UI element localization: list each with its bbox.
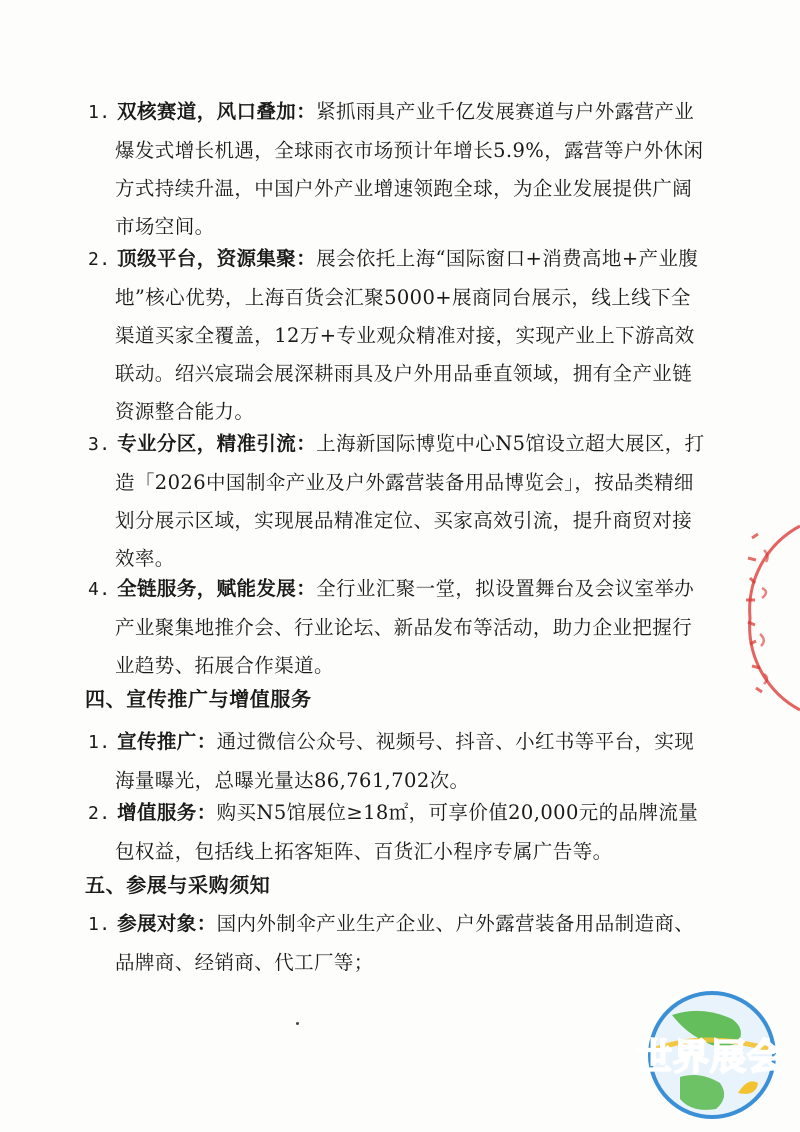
item-number: 3. [88, 434, 111, 455]
seal-stamp-icon [730, 518, 800, 718]
item-text: 上海新国际博览中心N5馆设立超大展区，打造「2026中国制伞产业及户外露营装备用品博览会」，按品类精细划分展示区域，实现展品精准定位、买家高效引流，提升商贸对接效率。 [115, 432, 705, 570]
list-item [88, 425, 708, 578]
item-text: 展会依托上海“国际窗口+消费高地+产业腹地”核心优势，上海百货会汇聚5000+展商同台展示，线上线下全渠道买家全覆盖，12万+专业观众精准对接，实现产业上下游高效联动。绍兴宸瑞会展深耕雨具及户外用品垂直领域，拥有全产业链资源整合能力。 [115, 247, 699, 423]
item-title: 顶级平台，资源集聚： [117, 247, 317, 270]
section-heading: 五、参展与采购须知 [85, 873, 271, 897]
item-number: 1. [88, 732, 111, 753]
item-title: 专业分区，精准引流： [117, 432, 317, 455]
item-number: 1. [88, 102, 111, 123]
item-title: 全链服务，赋能发展： [117, 577, 317, 600]
list-item [88, 240, 708, 431]
item-text: 国内外制伞产业生产企业、户外露营装备用品制造商、品牌商、经销商、代工厂等； [115, 912, 695, 974]
stray-dot [296, 1022, 299, 1025]
item-text: 紧抓雨具产业千亿发展赛道与户外露营产业爆发式增长机遇，全球雨衣市场预计年增长5.9%，露营等户外休闲方式持续升温，中国户外产业增速领跑全球，为企业发展提供广阔市场空间。 [115, 100, 704, 238]
item-text: 购买N5馆展位≥18㎡，可享价值20,000元的品牌流量包权益，包括线上拓客矩阵、百货汇小程序专属广告等。 [115, 801, 699, 863]
section-heading: 四、宣传推广与增值服务 [85, 687, 312, 711]
list-item [88, 723, 708, 800]
item-title: 参展对象： [117, 912, 217, 935]
item-text: 通过微信公众号、视频号、抖音、小红书等平台，实现海量曝光，总曝光量达86,761,702次。 [115, 730, 695, 792]
item-number: 4. [88, 579, 111, 600]
brand-logo [620, 985, 800, 1125]
logo-text: 世界展会 [635, 1037, 784, 1078]
list-item [88, 794, 708, 871]
list-item [88, 905, 708, 982]
item-number: 2. [88, 803, 111, 824]
item-text: 全行业汇聚一堂，拟设置舞台及会议室举办产业聚集地推介会、行业论坛、新品发布等活动，助力企业把握行业趋势、拓展合作渠道。 [115, 577, 695, 677]
list-item [88, 570, 708, 685]
item-number: 2. [88, 249, 111, 270]
list-item [88, 93, 708, 246]
item-title: 宣传推广： [117, 730, 217, 753]
item-number: 1. [88, 914, 111, 935]
item-title: 增值服务： [117, 801, 217, 824]
item-title: 双核赛道，风口叠加： [117, 100, 317, 123]
